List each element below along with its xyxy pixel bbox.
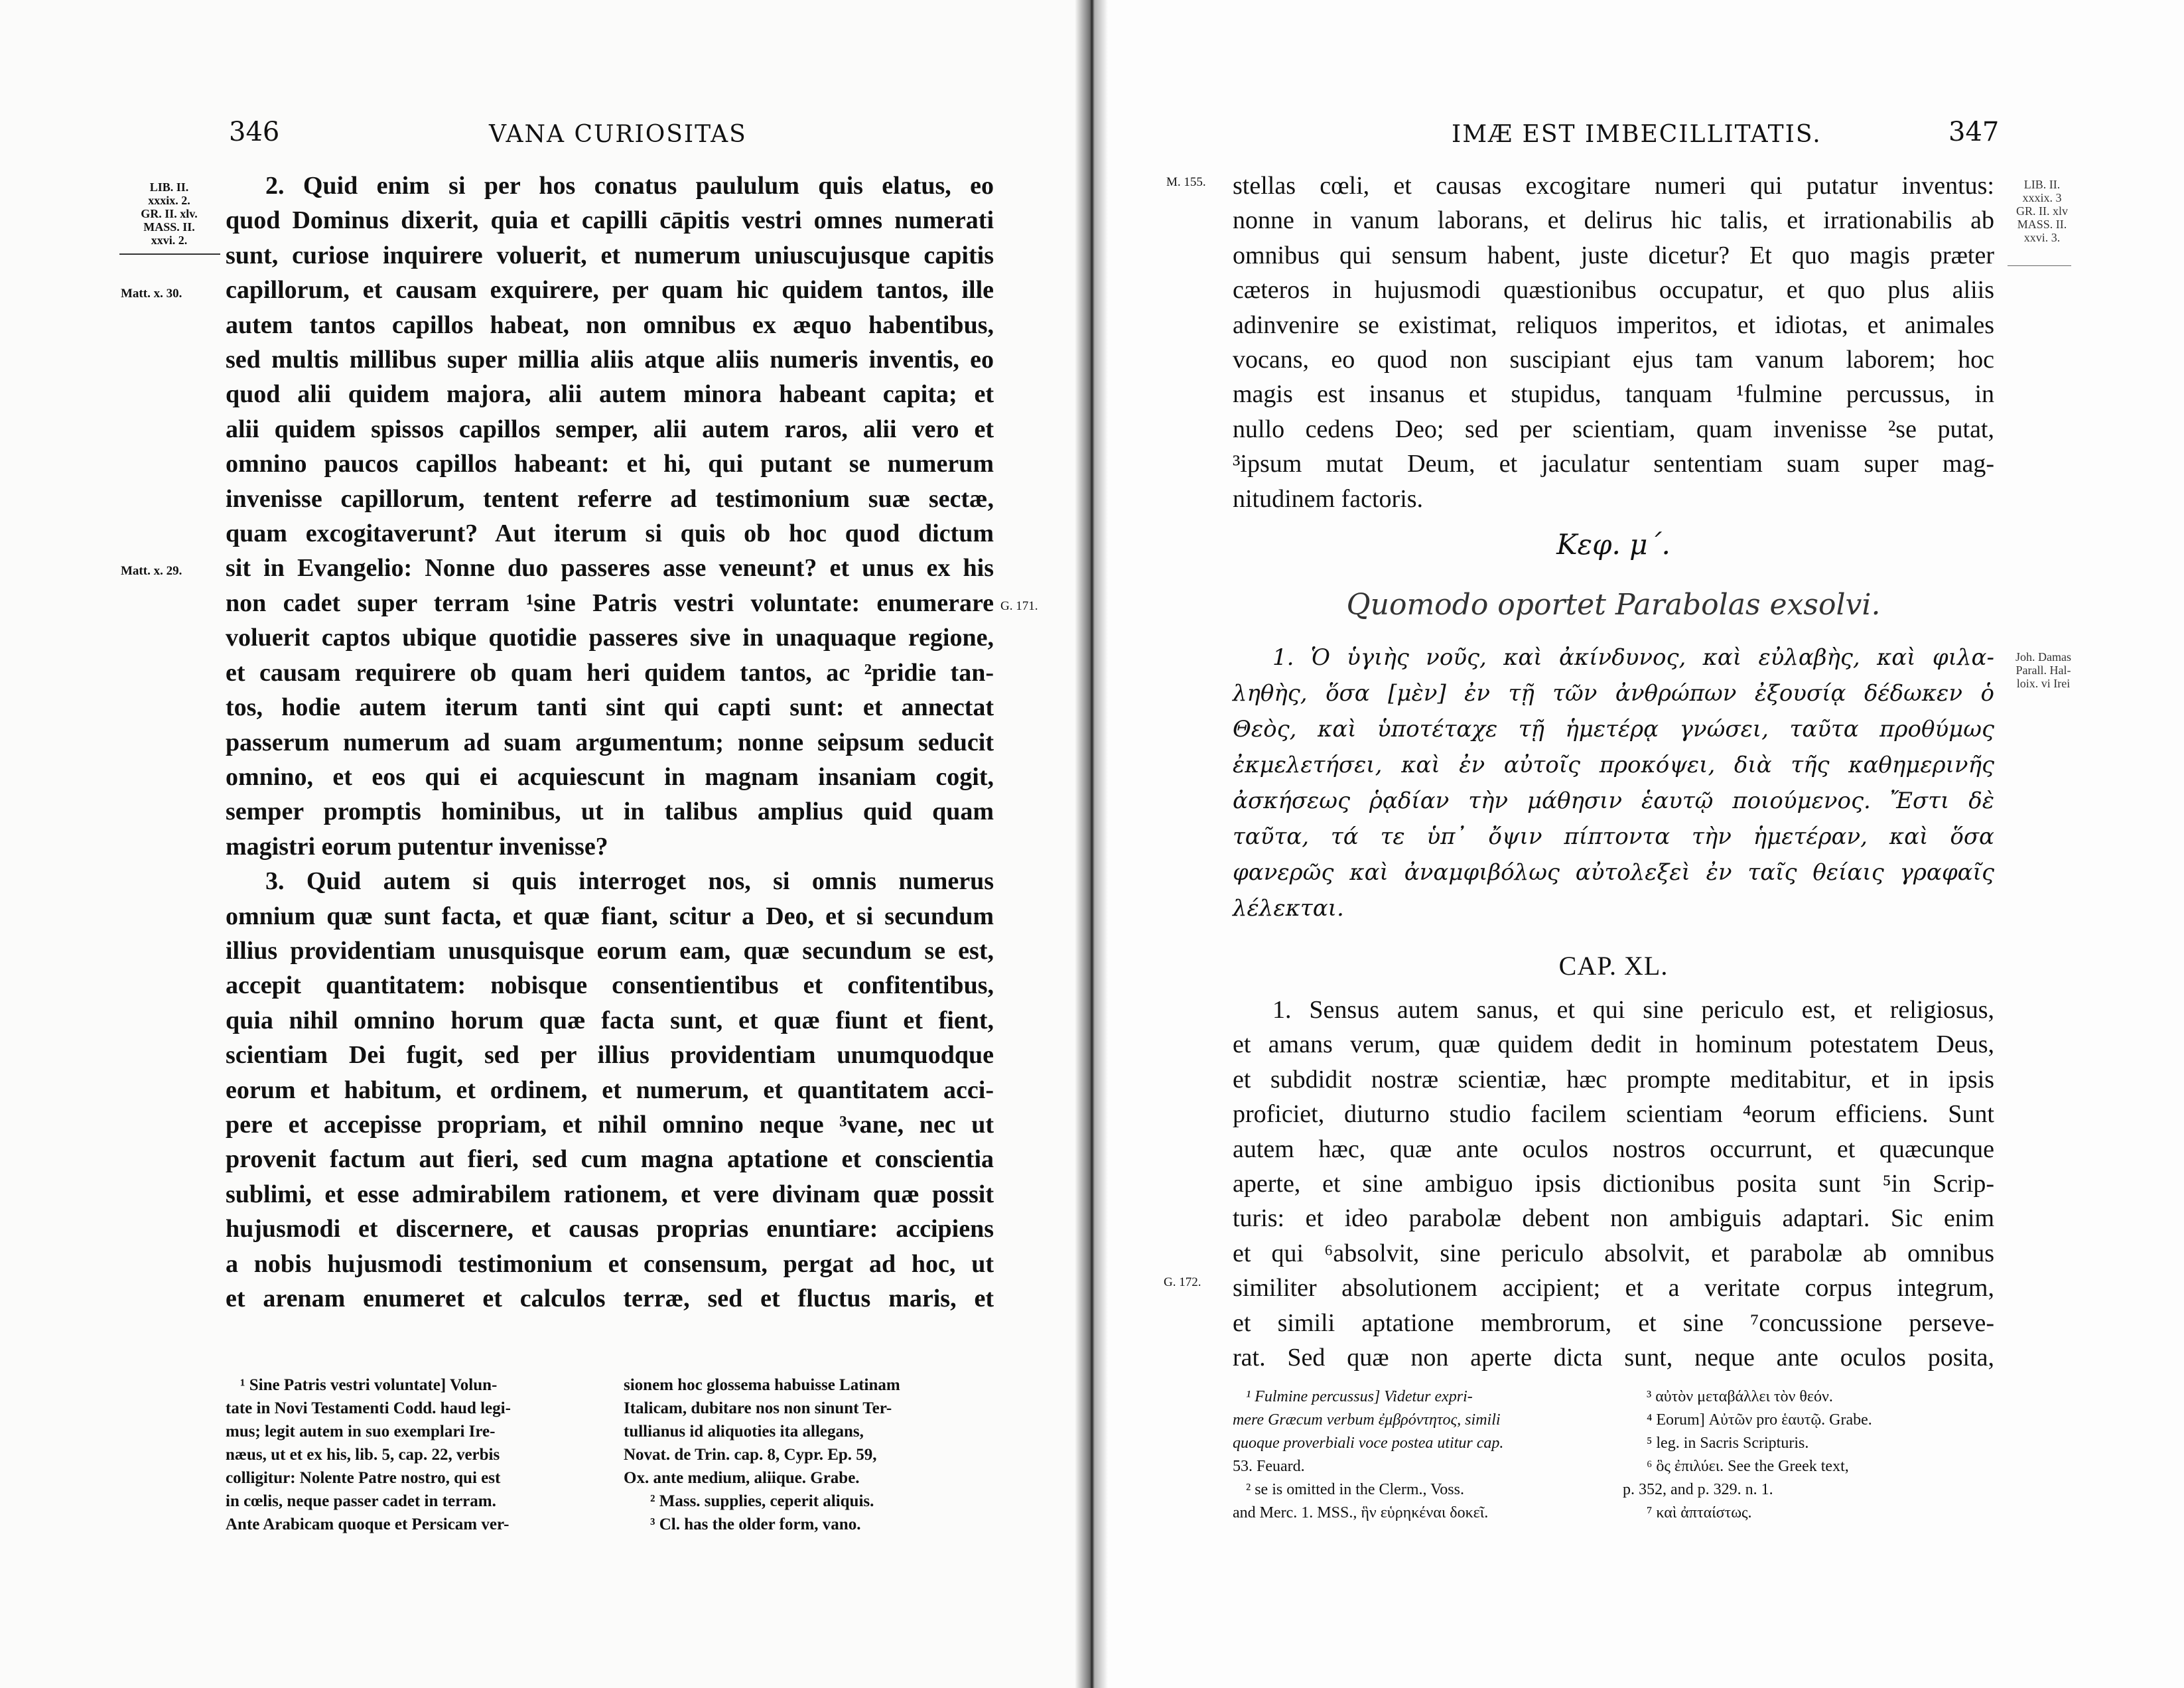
margin-note-parallels <box>1997 650 2090 690</box>
text-line: aperte, et sine ambiguo ipsis dictionibus posita sunt ⁵in Scrip- <box>1233 1170 1994 1198</box>
text-line: stellas cœli, et causas excogitare numeri qui putatur inventus: <box>1233 172 1994 200</box>
margin-note-line: xxvi. 2. <box>151 234 188 247</box>
text-line: nitudinem factoris. <box>1233 484 1424 513</box>
margin-note-line: Joh. Damas <box>2015 650 2071 664</box>
text-line: a nobis hujusmodi testimonium et consensum, pergat ad hoc, ut <box>226 1249 994 1278</box>
running-head: IMÆ EST IMBECILLITATIS. <box>1452 121 1822 148</box>
footnotes-column-2 <box>624 1373 995 1536</box>
latin-chapter-heading: CAP. XL. <box>1558 951 1669 981</box>
text-line: omnium quæ sunt facta, et quæ fiant, scitur a Deo, et si secundum <box>226 902 994 930</box>
margin-ref-matthew: Matt. x. 29. <box>121 564 182 578</box>
margin-note-line: xxvi. 3. <box>2023 231 2061 244</box>
text-line: et amans verum, quæ quidem dedit in hominum potestatem Deus, <box>1233 1030 1994 1059</box>
footnote-line: ² Mass. supplies, ceperit aliquis. <box>650 1492 874 1510</box>
greek-chapter-heading: Κεφ. μ΄. <box>1556 528 1671 561</box>
text-line: 1. Sensus autem sanus, et qui sine periculo est, et religiosus, <box>1272 996 1994 1024</box>
footnote-line: Italicam, dubitare nos non sinunt Ter- <box>624 1399 892 1417</box>
footnote-line: ¹ Sine Patris vestri voluntate] Volun- <box>240 1376 498 1394</box>
text-line: 3. Quid autem si quis interroget nos, si omnis numerus <box>265 867 994 896</box>
footnotes-column-1 <box>226 1373 597 1536</box>
footnote-line: 53. Feuard. <box>1233 1458 1305 1475</box>
text-line: et simili aptatione membrorum, et sine ⁷concussione perseve- <box>1233 1308 1994 1337</box>
greek-line: ἀσκήσεως ῥᾳδίαν τὴν μάθησιν ἑαυτῷ ποιούμενος. Ἔστι δὲ <box>1233 788 1994 814</box>
text-line: tos, hodie autem iterum tanti sint qui capti sunt: et annectat <box>226 693 994 722</box>
margin-note-line: xxxix. 2. <box>148 194 190 207</box>
margin-note-line: LIB. II. <box>149 180 189 194</box>
text-line: magistri eorum putentur invenisse? <box>226 832 608 861</box>
footnote-line: Ox. ante medium, aliique. Grabe. <box>624 1469 860 1487</box>
text-line: ³ipsum mutat Deum, et jaculatur sententiam suam super mag- <box>1233 450 1994 478</box>
text-line: similiter absolutionem accipient; et a veritate corpus integrum, <box>1233 1274 1994 1302</box>
text-line: 2. Quid enim si per hos conatus paululum quis elatus, eo <box>265 172 994 200</box>
margin-ref-grabe: G. 172. <box>1164 1275 1201 1289</box>
text-line: hujusmodi et discernere, et causas proprias enuntiare: accipiens <box>226 1215 994 1243</box>
text-line: illius providentiam unusquisque eorum eam, quæ secundum se est, <box>226 936 994 965</box>
body-text <box>226 169 994 1316</box>
text-line: non cadet super terram ¹sine Patris vestri voluntate: enumerare <box>226 589 994 617</box>
chapter-subtitle: Quomodo oportet Parabolas exsolvi. <box>1346 588 1881 622</box>
text-line: omnibus qui sensum habent, juste dicetur? Et quo magis præter <box>1233 241 1994 269</box>
text-line: et causam requirere ob quam heri quidem tantos, ac ²pridie tan- <box>226 658 994 687</box>
footnote-line: ³ αὐτὸν μεταβάλλει τὸν θεόν. <box>1647 1388 1833 1405</box>
footnote-line: colligitur: Nolente Patre nostro, qui est <box>226 1469 501 1487</box>
margin-note-line: Parall. Hal- <box>2015 664 2071 677</box>
footnote-line: ² se is omitted in the Clerm., Voss. <box>1246 1481 1464 1498</box>
margin-note-line: GR. II. xlv. <box>141 207 198 220</box>
footnote-line: quoque proverbiali voce postea utitur cap. <box>1233 1435 1504 1452</box>
margin-note-line: xxxix. 3 <box>2022 191 2062 204</box>
footnote-line: ⁴ Eorum] Αὐτῶν pro ἑαυτῷ. Grabe. <box>1647 1411 1872 1429</box>
body-text-top <box>1233 169 1994 516</box>
text-line: quod Dominus dixerit, quia et capilli cāpitis vestri omnes numerati <box>226 206 994 235</box>
greek-line: Θεὸς, καὶ ὑποτέταχε τῇ ἡμετέρᾳ γνώσει, ταῦτα προθύμως <box>1233 716 1994 742</box>
margin-note-book-ref <box>2000 178 2084 244</box>
margin-note-line: GR. II. xlv <box>2016 204 2068 218</box>
footnote-line: Ante Arabicam quoque et Persicam ver- <box>226 1515 510 1533</box>
footnote-line: p. 352, and p. 329. n. 1. <box>1623 1481 1773 1498</box>
text-line: autem tantos capillos habeat, non omnibus ex æquo habentibus, <box>226 311 994 339</box>
margin-ref-grabe: G. 171. <box>1000 599 1038 613</box>
greek-line: ταῦτα, τά τε ὑπ᾽ ὄψιν πίπτοντα τὴν ἡμετέραν, καὶ ὅσα <box>1233 823 1994 850</box>
text-line: sit in Evangelio: Nonne duo passeres asse veneunt? et unus ex his <box>226 554 994 583</box>
footnote-line: Novat. de Trin. cap. 8, Cypr. Ep. 59, <box>624 1446 877 1464</box>
footnote-line: ¹ Fulmine percussus] Videtur expri- <box>1246 1388 1473 1405</box>
text-line: invenisse capillorum, tentent referre ad testimonium suæ sectæ, <box>226 484 994 513</box>
margin-note-book-ref <box>119 180 219 247</box>
margin-ref-massuet: M. 155. <box>1166 175 1206 189</box>
text-line: eorum et habitum, et ordinem, et numerum, et quantitatem acci- <box>226 1076 994 1104</box>
greek-line: 1. Ὁ ὑγιὴς νοῦς, καὶ ἀκίνδυνος, καὶ εὐλαβὴς, καὶ φιλα- <box>1272 644 1994 671</box>
footnote-line: næus, ut et ex his, lib. 5, cap. 22, verbis <box>226 1446 500 1464</box>
text-line: sublimi, et esse admirabilem rationem, et vere divinam quæ possit <box>226 1180 994 1208</box>
text-line: omnino, et eos qui ei acquiescunt in magnam insaniam cogit, <box>226 762 994 791</box>
text-line: proficiet, diuturno studio facilem scientiam ⁴eorum efficiens. Sunt <box>1233 1100 1994 1129</box>
footnote-line: mus; legit autem in suo exemplari Ire- <box>226 1423 496 1441</box>
text-line: turis: et ideo parabolæ debent non ambiguis adaptari. Sic enim <box>1233 1204 1994 1233</box>
margin-note-line: MASS. II. <box>2017 218 2067 231</box>
text-line: nullo cedens Deo; sed per scientiam, quam invenisse ²se putat, <box>1233 415 1994 443</box>
text-line: capillorum, et causam exquirere, per quam hic quidem tantos, ille <box>226 276 994 305</box>
right-page <box>1092 0 2184 1688</box>
greek-line: ληθὴς, ὅσα [μὲν] ἐν τῇ τῶν ἀνθρώπων ἐξουσίᾳ δέδωκεν ὁ <box>1233 680 1994 707</box>
text-line: vocans, eo quod non suscipiant ejus tam vanum laborem; hoc <box>1233 346 1994 374</box>
text-line: quia nihil omnino horum quæ facta sunt, et quæ fiunt et fient, <box>226 1006 994 1034</box>
footnote-line: tate in Novi Testamenti Codd. haud legi- <box>226 1399 511 1417</box>
book-gutter <box>1075 0 1108 1688</box>
margin-note-line: LIB. II. <box>2023 178 2061 191</box>
text-line: magis est insanus et stupidus, tanquam ¹fulmine percussus, in <box>1233 380 1994 409</box>
text-line: et subdidit nostræ scientiæ, hæc prompte meditabitur, et in ipsis <box>1233 1065 1994 1093</box>
footnote-line: in cœlis, neque passer cadet in terram. <box>226 1492 496 1510</box>
footnote-line: and Merc. 1. MSS., ἣν εὑρηκέναι δοκεῖ. <box>1233 1504 1489 1521</box>
text-line: semper promptis hominibus, ut in talibus amplius quid quam <box>226 798 994 826</box>
text-line: accepit quantitatem: nobisque consentientibus et confitentibus, <box>226 971 994 1000</box>
footnote-line: sionem hoc glossema habuisse Latinam <box>624 1376 900 1394</box>
greek-line: φανερῶς καὶ ἀναμφιβόλως αὐτολεξεὶ ἐν ταῖς θείαις γραφαῖς <box>1233 859 1994 886</box>
greek-line: λέλεκται. <box>1233 895 1344 922</box>
margin-rule <box>119 253 220 255</box>
text-line: quam excogitaverunt? Aut iterum si quis ob hoc quod dictum <box>226 520 994 548</box>
body-text-bottom <box>1233 993 1994 1375</box>
text-line: nonne in vanum laborans, et delirus hic talis, et irrationabilis ab <box>1233 206 1994 235</box>
margin-note-line: loix. vi Irei <box>2016 677 2071 690</box>
footnote-line: ⁶ ὃς ἐπιλύει. See the Greek text, <box>1647 1458 1849 1475</box>
text-line: provenit factum aut fieri, sed cum magna aptatione et conscientia <box>226 1145 994 1174</box>
footnote-line: ³ Cl. has the older form, vano. <box>650 1515 861 1533</box>
margin-rule <box>2008 265 2071 266</box>
page-number: 346 <box>229 117 280 147</box>
text-line: voluerit captos ubique quotidie passeres sive in unaquaque regione, <box>226 624 994 652</box>
text-line: scientiam Dei fugit, sed per illius providentiam unumquodque <box>226 1041 994 1070</box>
text-line: pere et accepisse propriam, et nihil omnino neque ³vane, nec ut <box>226 1110 994 1139</box>
margin-note-line: MASS. II. <box>143 220 195 234</box>
text-line: rat. Sed quæ non aperte dicta sunt, neque ante oculos posita, <box>1233 1344 1994 1372</box>
text-line: sunt, curiose inquirere voluerit, et numerum uniuscujusque capitis <box>226 241 994 269</box>
text-line: autem hæc, quæ ante oculos nostros occurrunt, et quæcunque <box>1233 1135 1994 1163</box>
text-line: quod alii quidem majora, alii autem minora habeant capita; et <box>226 380 994 409</box>
text-line: et qui ⁶absolvit, sine periculo absolvit, et parabolæ ab omnibus <box>1233 1239 1994 1267</box>
running-head: VANA CURIOSITAS <box>489 121 747 148</box>
page-number: 347 <box>1948 117 2000 147</box>
footnotes-column-1 <box>1233 1385 1604 1525</box>
footnote-line: mere Græcum verbum ἐμβρόντητος, simili <box>1233 1411 1501 1429</box>
text-line: adinvenire se existimat, reliquos imperitos, et idiotas, et animales <box>1233 311 1994 339</box>
footnote-line: ⁷ καὶ ἀπταίστως. <box>1647 1504 1752 1521</box>
text-line: omnino paucos capillos habeant: et hi, qui putant se numerum <box>226 450 994 478</box>
footnotes-column-2 <box>1623 1385 1994 1525</box>
text-line: et arenam enumeret et calculos terræ, sed et fluctus maris, et <box>226 1285 994 1312</box>
text-line: passerum numerum ad suam argumentum; nonne seipsum seducit <box>226 728 994 756</box>
footnote-line: tullianus id aliquoties ita allegans, <box>624 1423 864 1441</box>
text-line: sed multis millibus super millia aliis atque aliis numeris inventis, eo <box>226 346 994 374</box>
margin-ref-matthew: Matt. x. 30. <box>121 287 182 301</box>
text-line: cæteros in hujusmodi quæstionibus occupatur, et quo plus aliis <box>1233 276 1994 305</box>
greek-line: ἐκμελετήσει, καὶ ἐν αὐτοῖς προκόψει, διὰ τῆς καθημερινῆς <box>1233 752 1994 778</box>
greek-text <box>1233 640 1994 926</box>
text-line: alii quidem spissos capillos semper, alii autem raros, alii vero et <box>226 415 994 443</box>
footnote-line: ⁵ leg. in Sacris Scripturis. <box>1647 1435 1809 1452</box>
